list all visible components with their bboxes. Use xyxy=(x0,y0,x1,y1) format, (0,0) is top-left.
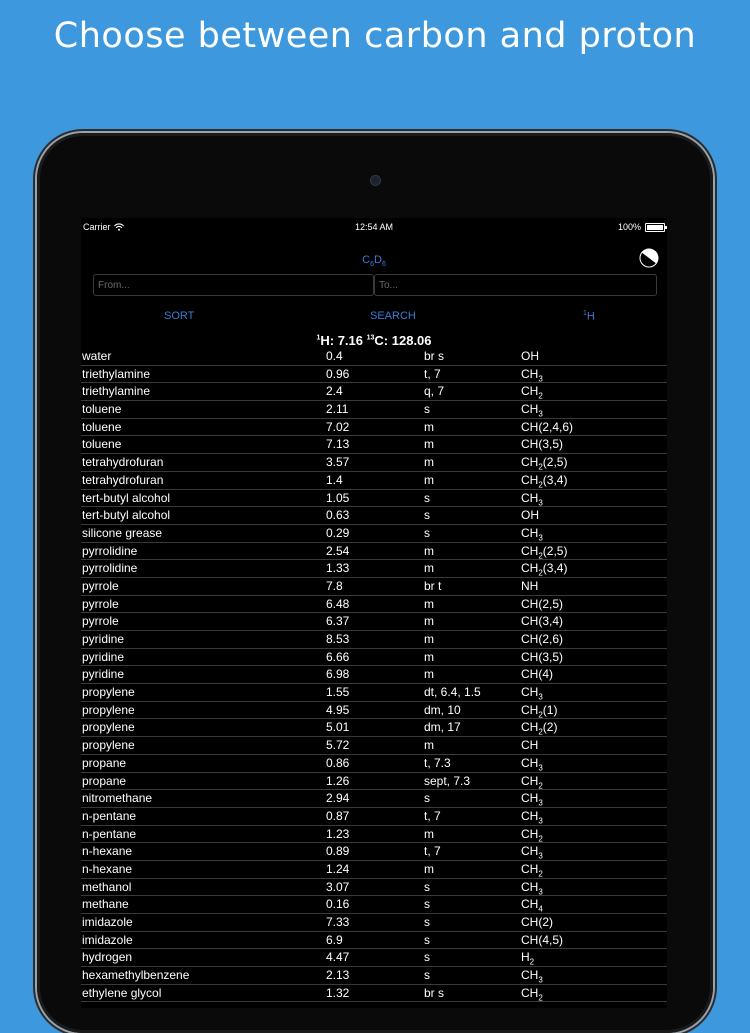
row-shift: 0.16 xyxy=(326,897,350,912)
row-shift: 6.37 xyxy=(326,614,350,629)
status-bar xyxy=(81,218,667,234)
row-compound: n-hexane xyxy=(82,861,133,876)
table-row[interactable] xyxy=(81,737,667,755)
carrier-label: Carrier xyxy=(83,222,111,232)
row-group: $CH_4$ xyxy=(521,897,543,914)
row-shift: 0.63 xyxy=(326,508,350,523)
row-multiplicity: t, 7 xyxy=(424,808,441,823)
row-shift: 4.47 xyxy=(326,950,350,965)
status-right xyxy=(618,222,665,232)
battery-fill xyxy=(647,225,663,230)
table-row[interactable] xyxy=(81,755,667,773)
row-multiplicity: s xyxy=(424,490,430,505)
row-group: $CH_3$ xyxy=(521,808,543,826)
row-compound: tetrahydrofuran xyxy=(82,472,164,487)
row-multiplicity: dt, 6.4, 1.5 xyxy=(424,685,481,700)
table-row[interactable] xyxy=(81,843,667,861)
to-input[interactable] xyxy=(374,274,657,296)
row-multiplicity: br s xyxy=(424,349,445,363)
row-multiplicity: m xyxy=(424,596,434,611)
row-compound: n-pentane xyxy=(82,826,137,841)
row-shift: 1.4 xyxy=(326,472,343,487)
row-multiplicity: m xyxy=(424,543,434,558)
table-row[interactable] xyxy=(81,366,667,384)
table-row[interactable] xyxy=(81,560,667,578)
row-multiplicity: m xyxy=(424,561,434,576)
row-compound: imidazole xyxy=(82,915,133,929)
row-multiplicity: dm, 10 xyxy=(424,702,461,717)
sort-button[interactable]: SORT xyxy=(164,310,195,322)
row-group: CH(4) xyxy=(521,667,553,682)
row-compound: toluene xyxy=(82,419,122,434)
row-shift: 3.57 xyxy=(326,455,350,470)
table-row[interactable] xyxy=(81,525,667,543)
row-group: $CH_3$ xyxy=(521,402,543,419)
search-button[interactable]: SEARCH xyxy=(370,310,416,322)
row-compound: pyridine xyxy=(82,649,125,664)
row-compound: pyrrolidine xyxy=(82,543,138,558)
row-shift: 1.05 xyxy=(326,490,350,505)
row-compound: water xyxy=(82,349,112,363)
row-shift: 7.33 xyxy=(326,915,350,929)
table-row[interactable] xyxy=(81,490,667,508)
row-compound: toluene xyxy=(82,437,122,452)
row-group: CH(2,5) xyxy=(521,596,564,611)
row-shift: 4.95 xyxy=(326,702,350,717)
row-multiplicity: m xyxy=(424,419,434,434)
row-group: $CH_3$ xyxy=(521,791,543,808)
row-group: $CH_2(2,5)$ xyxy=(521,543,568,560)
row-compound: pyrrolidine xyxy=(82,561,138,576)
table-row[interactable] xyxy=(81,454,667,472)
row-shift: 3.07 xyxy=(326,879,350,894)
row-group: CH(3,5) xyxy=(521,437,564,452)
from-input[interactable] xyxy=(93,274,374,296)
table-row[interactable] xyxy=(81,348,667,366)
row-shift: 2.54 xyxy=(326,543,350,558)
row-multiplicity: m xyxy=(424,826,434,841)
row-multiplicity: s xyxy=(424,508,430,523)
row-multiplicity: m xyxy=(424,455,434,470)
table-row[interactable] xyxy=(81,879,667,897)
table-row[interactable] xyxy=(81,932,667,950)
row-shift: 6.98 xyxy=(326,667,350,682)
row-multiplicity: t, 7 xyxy=(424,844,441,859)
row-group: CH(2,6) xyxy=(521,632,564,646)
row-group: $CH_2(2,5)$ xyxy=(521,455,568,472)
impurity-table xyxy=(81,348,667,1002)
row-multiplicity: s xyxy=(424,915,430,929)
row-compound: hexamethylbenzene xyxy=(82,968,190,983)
row-group: $H_2$ xyxy=(521,950,535,967)
row-shift: 5.01 xyxy=(326,720,350,735)
table-row[interactable] xyxy=(81,472,667,490)
table-row[interactable] xyxy=(81,507,667,525)
row-multiplicity: s xyxy=(424,791,430,806)
row-shift: 1.24 xyxy=(326,861,350,876)
row-compound: toluene xyxy=(82,402,122,417)
row-compound: propane xyxy=(82,773,127,788)
row-compound: imidazole xyxy=(82,932,133,947)
row-compound: methane xyxy=(82,897,129,912)
row-shift: 1.32 xyxy=(326,985,350,1000)
row-group: CH(2,4,6) xyxy=(521,419,574,434)
table-row[interactable] xyxy=(81,773,667,791)
row-multiplicity: sept, 7.3 xyxy=(424,773,471,788)
row-shift: 1.33 xyxy=(326,561,350,576)
row-group: $CH_3$ xyxy=(521,879,543,897)
row-group: $CH_2$ xyxy=(521,826,543,843)
row-multiplicity: s xyxy=(424,950,430,965)
table-row[interactable] xyxy=(81,578,667,596)
row-group: CH(2) xyxy=(521,915,553,929)
table-row[interactable] xyxy=(81,419,667,437)
row-group: $CH_3$ xyxy=(521,755,543,773)
row-compound: nitromethane xyxy=(82,791,153,806)
row-compound: methanol xyxy=(82,879,132,894)
row-multiplicity: t, 7.3 xyxy=(424,755,451,770)
row-group: $CH_3$ xyxy=(521,844,543,861)
nucleus-toggle-button[interactable]: $^1$H xyxy=(583,310,595,323)
table-row[interactable] xyxy=(81,790,667,808)
row-multiplicity: t, 7 xyxy=(424,366,441,381)
row-compound: hydrogen xyxy=(82,950,133,965)
row-multiplicity: s xyxy=(424,897,430,912)
table-row[interactable] xyxy=(81,649,667,667)
table-row[interactable] xyxy=(81,631,667,649)
row-shift: 0.29 xyxy=(326,525,350,540)
row-group: $CH_2$ xyxy=(521,985,543,1003)
row-compound: propylene xyxy=(82,702,135,717)
row-group: CH(4,5) xyxy=(521,932,564,947)
table-row[interactable] xyxy=(81,401,667,419)
row-multiplicity: m xyxy=(424,667,434,682)
table-row[interactable] xyxy=(81,861,667,879)
row-group: CH(3,5) xyxy=(521,649,564,664)
table-row[interactable] xyxy=(81,896,667,914)
row-shift: 5.72 xyxy=(326,738,350,753)
table-row[interactable] xyxy=(81,666,667,684)
reference-shifts: $^1$H: 7.16 $^{13}$C: 128.06 xyxy=(316,333,432,348)
row-compound: n-hexane xyxy=(82,844,133,859)
row-compound: triethylamine xyxy=(82,384,151,399)
status-time: 12:54 AM xyxy=(354,222,394,232)
row-group: $CH_2(3,4)$ xyxy=(521,472,568,490)
row-multiplicity: s xyxy=(424,879,430,894)
row-shift: 7.13 xyxy=(326,437,350,452)
row-shift: 8.53 xyxy=(326,632,350,646)
battery-icon xyxy=(645,223,665,232)
table-row[interactable] xyxy=(81,808,667,826)
table-row[interactable] xyxy=(81,543,667,561)
row-compound: pyridine xyxy=(82,632,125,646)
solvent-title[interactable]: $C_6D_6$ xyxy=(362,254,386,269)
row-shift: 0.86 xyxy=(326,755,350,770)
row-compound: pyrrole xyxy=(82,614,119,629)
row-shift: 1.55 xyxy=(326,685,350,700)
row-multiplicity: q, 7 xyxy=(424,384,445,399)
row-multiplicity: m xyxy=(424,861,434,876)
row-shift: 0.89 xyxy=(326,844,350,859)
row-multiplicity: m xyxy=(424,472,434,487)
row-multiplicity: s xyxy=(424,932,430,947)
row-shift: 2.13 xyxy=(326,968,350,983)
row-group: OH xyxy=(521,508,539,523)
row-multiplicity: br s xyxy=(424,985,445,1000)
row-group: OH xyxy=(521,349,539,363)
row-multiplicity: m xyxy=(424,437,434,452)
row-shift: 6.9 xyxy=(326,932,343,947)
row-shift: 7.8 xyxy=(326,578,343,593)
row-multiplicity: s xyxy=(424,968,430,983)
row-compound: triethylamine xyxy=(82,366,151,381)
row-group: NH xyxy=(521,578,539,593)
row-multiplicity: br t xyxy=(424,578,442,593)
row-multiplicity: m xyxy=(424,649,434,664)
row-shift: 6.66 xyxy=(326,649,350,664)
table-row[interactable] xyxy=(81,914,667,932)
front-camera xyxy=(370,175,381,186)
row-compound: propylene xyxy=(82,685,135,700)
row-group: $CH_3$ xyxy=(521,366,543,384)
row-multiplicity: m xyxy=(424,632,434,646)
row-multiplicity: dm, 17 xyxy=(424,720,461,735)
row-compound: pyridine xyxy=(82,667,125,682)
row-shift: 1.26 xyxy=(326,773,350,788)
row-shift: 2.4 xyxy=(326,384,343,399)
row-group: CH xyxy=(521,738,539,753)
table-row[interactable] xyxy=(81,702,667,720)
table-row[interactable] xyxy=(81,967,667,985)
table-row[interactable] xyxy=(81,949,667,967)
row-shift: 0.4 xyxy=(326,349,343,363)
row-compound: silicone grease xyxy=(82,525,163,540)
row-multiplicity: s xyxy=(424,525,430,540)
row-compound: propylene xyxy=(82,738,135,753)
contrast-toggle-icon[interactable] xyxy=(639,248,659,268)
table-row[interactable] xyxy=(81,596,667,614)
row-group: $CH_3$ xyxy=(521,525,543,543)
row-multiplicity: m xyxy=(424,614,434,629)
table-row[interactable] xyxy=(81,383,667,401)
row-shift: 0.87 xyxy=(326,808,350,823)
app-screen xyxy=(81,218,667,1008)
row-compound: tert-butyl alcohol xyxy=(82,508,171,523)
row-compound: pyrrole xyxy=(82,578,119,593)
row-compound: ethylene glycol xyxy=(82,985,162,1000)
table-row[interactable] xyxy=(81,436,667,454)
row-compound: pyrrole xyxy=(82,596,119,611)
battery-percent: 100% xyxy=(617,222,641,232)
row-group: $CH_2$ xyxy=(521,773,543,790)
row-group: $CH_2(2)$ xyxy=(521,720,558,737)
table-row[interactable] xyxy=(81,719,667,737)
row-shift: 7.02 xyxy=(326,419,350,434)
row-group: $CH_3$ xyxy=(521,490,543,507)
row-compound: tetrahydrofuran xyxy=(82,455,164,470)
row-compound: n-pentane xyxy=(82,808,137,823)
row-group: $CH_2(1)$ xyxy=(521,702,558,720)
row-multiplicity: m xyxy=(424,738,434,753)
row-shift: 2.94 xyxy=(326,791,350,806)
table-row[interactable] xyxy=(81,826,667,844)
row-compound: propane xyxy=(82,755,127,770)
row-shift: 1.23 xyxy=(326,826,350,841)
row-group: $CH_3$ xyxy=(521,685,543,702)
row-compound: tert-butyl alcohol xyxy=(82,490,171,505)
row-shift: 0.96 xyxy=(326,366,350,381)
row-group: $CH_2(3,4)$ xyxy=(521,561,568,578)
row-group: CH(3,4) xyxy=(521,614,564,629)
row-shift: 2.11 xyxy=(326,402,349,417)
table-row[interactable] xyxy=(81,613,667,631)
headline: Choose between carbon and proton xyxy=(53,16,697,56)
row-group: $CH_2$ xyxy=(521,384,543,401)
row-group: $CH_2$ xyxy=(521,861,543,879)
row-shift: 6.48 xyxy=(326,596,350,611)
table-row[interactable] xyxy=(81,684,667,702)
row-compound: propylene xyxy=(82,720,135,735)
row-multiplicity: s xyxy=(424,402,430,417)
row-group: $CH_3$ xyxy=(521,968,543,985)
